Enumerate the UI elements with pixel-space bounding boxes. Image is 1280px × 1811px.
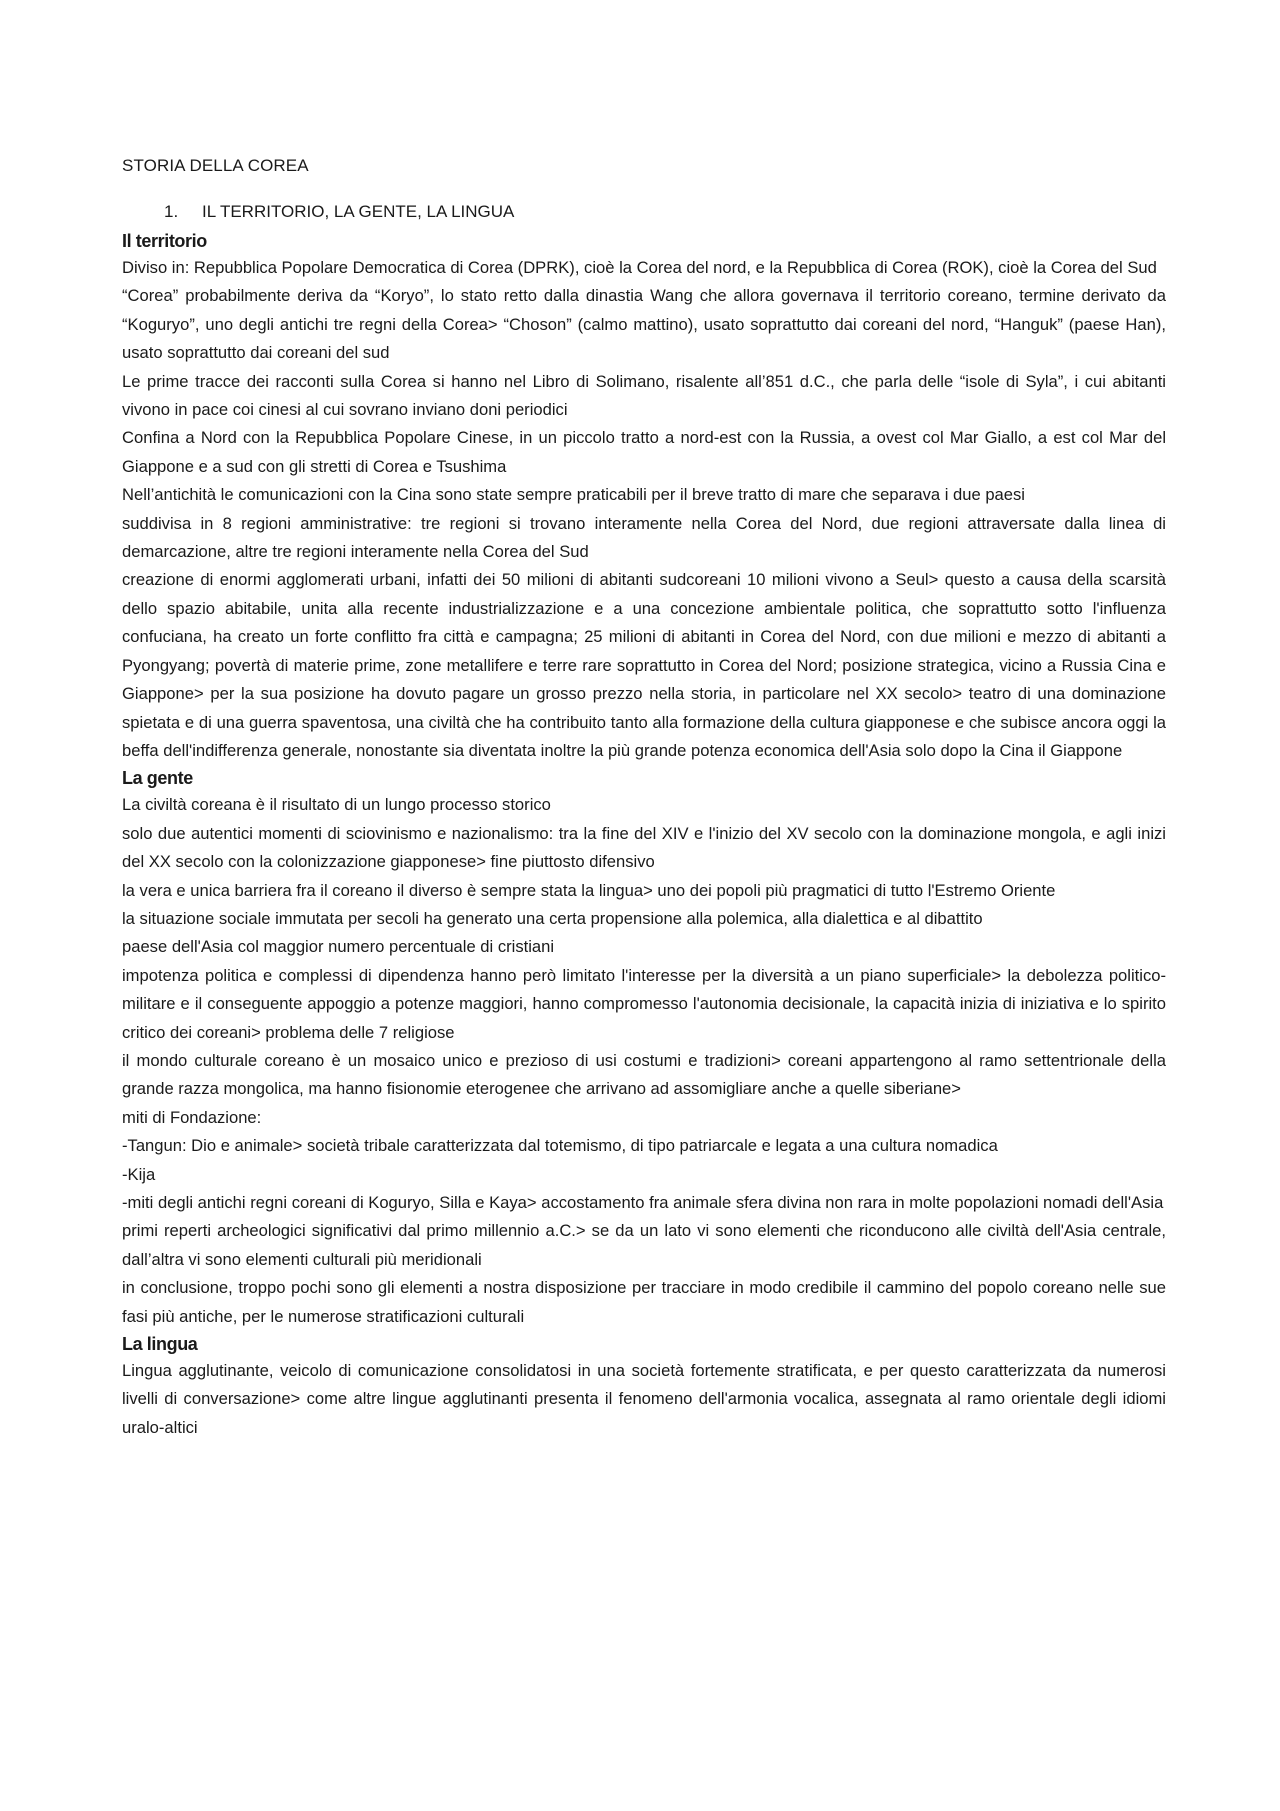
paragraph: solo due autentici momenti di sciovinismo e nazionalismo: tra la fine del XIV e l'inizio del XV secolo con la dominazione mongola, e agli inizi del XX secolo con la colonizzazione giapponese> fine piuttosto difensivo — [122, 823, 1166, 872]
paragraph: Le prime tracce dei racconti sulla Corea si hanno nel Libro di Solimano, risalente all’851 d.C., che parla delle “isole di Syla”, i cui abitanti vivono in pace coi cinesi al cui sovrano inviano doni periodici — [122, 371, 1166, 420]
section-lingua — [122, 1331, 1166, 1442]
paragraph: la vera e unica barriera fra il coreano il diverso è sempre stata la lingua> uno dei popoli più pragmatici di tutto l'Estremo Oriente — [122, 880, 1056, 900]
chapter-number: 1. — [164, 202, 179, 221]
paragraph: Diviso in: Repubblica Popolare Democratica di Corea (DPRK), cioè la Corea del nord, e la Repubblica di Corea (ROK), cioè la Corea del Sud — [122, 258, 1157, 277]
document-title: STORIA DELLA COREA — [122, 156, 309, 175]
paragraph: miti di Fondazione: — [122, 1107, 262, 1127]
paragraph: -Kija — [122, 1164, 156, 1184]
paragraph: Confina a Nord con la Repubblica Popolare Cinese, in un piccolo tratto a nord-est con la Russia, a ovest col Mar Giallo, a est col Mar del Giappone e a sud con gli stretti di Corea e Tsushima — [122, 428, 1166, 476]
paragraph: la situazione sociale immutata per secoli ha generato una certa propensione alla polemica, alla dialettica e al dibattito — [122, 908, 983, 928]
section-heading: Il territorio — [122, 231, 207, 251]
paragraph: il mondo culturale coreano è un mosaico unico e prezioso di usi costumi e tradizioni> coreani appartengono al ramo settentrionale della grande razza mongolica, ma hanno fisionomie eterogenee che arrivano ad assomigliare anche a quelle siberiane> — [122, 1050, 1166, 1099]
paragraph: creazione di enormi agglomerati urbani, infatti dei 50 milioni di abitanti sudcoreani 10 milioni vivono a Seul> questo a causa della scarsità dello spazio abitabile, unita alla recente industrializzazione e a una concezione ambientale politica, che soprattutto sotto l'influenza confuciana, ha creato un forte conflitto fra città e campagna; 25 milioni di abitanti in Corea del Nord, con due milioni e mezzo di abitanti a Pyongyang; povertà di materie prime, zone metallifere e terre rare soprattutto in Corea del Nord; posizione strategica, vicino a Russia Cina e Giappone> per la sua posizione ha dovuto pagare un grosso prezzo nella storia, in particolare nel XX secolo> teatro di una dominazione spietata e di una guerra spaventosa, una civiltà che ha contribuito tanto alla formazione della cultura giapponese e che subisce ancora oggi la beffa dell'indifferenza generale, nonostante sia diventata inoltre la più grande potenza economica dell'Asia solo dopo la Cina il Giappone — [122, 570, 1166, 760]
paragraph: Nell’antichità le comunicazioni con la Cina sono state sempre praticabili per il breve tratto di mare che separava i due paesi — [122, 485, 1025, 505]
paragraph: primi reperti archeologici significativi dal primo millennio a.C.> se da un lato vi sono elementi che riconducono alle civiltà dell'Asia centrale, dall’altra vi sono elementi culturali più meridionali — [122, 1221, 1166, 1269]
paragraph: paese dell'Asia col maggior numero percentuale di cristiani — [122, 937, 555, 957]
document-page — [122, 154, 1166, 1442]
paragraph: Lingua agglutinante, veicolo di comunicazione consolidatosi in una società fortemente stratificata, e per questo caratterizzata da numerosi livelli di conversazione> come altre lingue agglutinanti presenta il fenomeno dell'armonia vocalica, assegnata al ramo orientale degli idiomi uralo-altici — [122, 1361, 1166, 1437]
paragraph: in conclusione, troppo pochi sono gli elementi a nostra disposizione per tracciare in modo credibile il cammino del popolo coreano nelle sue fasi più antiche, per le numerose stratificazioni culturali — [122, 1278, 1166, 1326]
paragraph: suddivisa in 8 regioni amministrative: tre regioni si trovano interamente nella Corea del Nord, due regioni attraversate dalla linea di demarcazione, altre tre regioni interamente nella Corea del Sud — [122, 513, 1166, 562]
section-heading: La lingua — [122, 1334, 198, 1355]
section-territorio — [122, 228, 1166, 765]
section-heading: La gente — [122, 768, 193, 789]
paragraph: -Tangun: Dio e animale> società tribale caratterizzata dal totemismo, di tipo patriarcale e legata a una cultura nomadica — [122, 1136, 998, 1156]
paragraph: “Corea” probabilmente deriva da “Koryo”, lo stato retto dalla dinastia Wang che allora governava il territorio coreano, termine derivato da “Koguryo”, uno degli antichi tre regni della Corea> “Choson” (calmo mattino), usato soprattutto dai coreani del nord, “Hanguk” (paese Han), usato soprattutto dai coreani del sud — [122, 286, 1166, 363]
paragraph: impotenza politica e complessi di dipendenza hanno però limitato l'interesse per la diversità a un piano superficiale> la debolezza politico-militare e il conseguente appoggio a potenze maggiori, hanno compromesso l'autonomia decisionale, la capacità inizia di iniziativa e lo spirito critico dei coreani> problema delle 7 religiose — [122, 965, 1166, 1042]
section-gente — [122, 765, 1166, 1331]
paragraph: -miti degli antichi regni coreani di Koguryo, Silla e Kaya> accostamento fra animale sfera divina non rara in molte popolazioni nomadi dell'Asia — [122, 1193, 1164, 1212]
chapter-heading — [122, 200, 1166, 224]
chapter-title: IL TERRITORIO, LA GENTE, LA LINGUA — [202, 202, 515, 221]
paragraph: La civiltà coreana è il risultato di un lungo processo storico — [122, 795, 551, 815]
